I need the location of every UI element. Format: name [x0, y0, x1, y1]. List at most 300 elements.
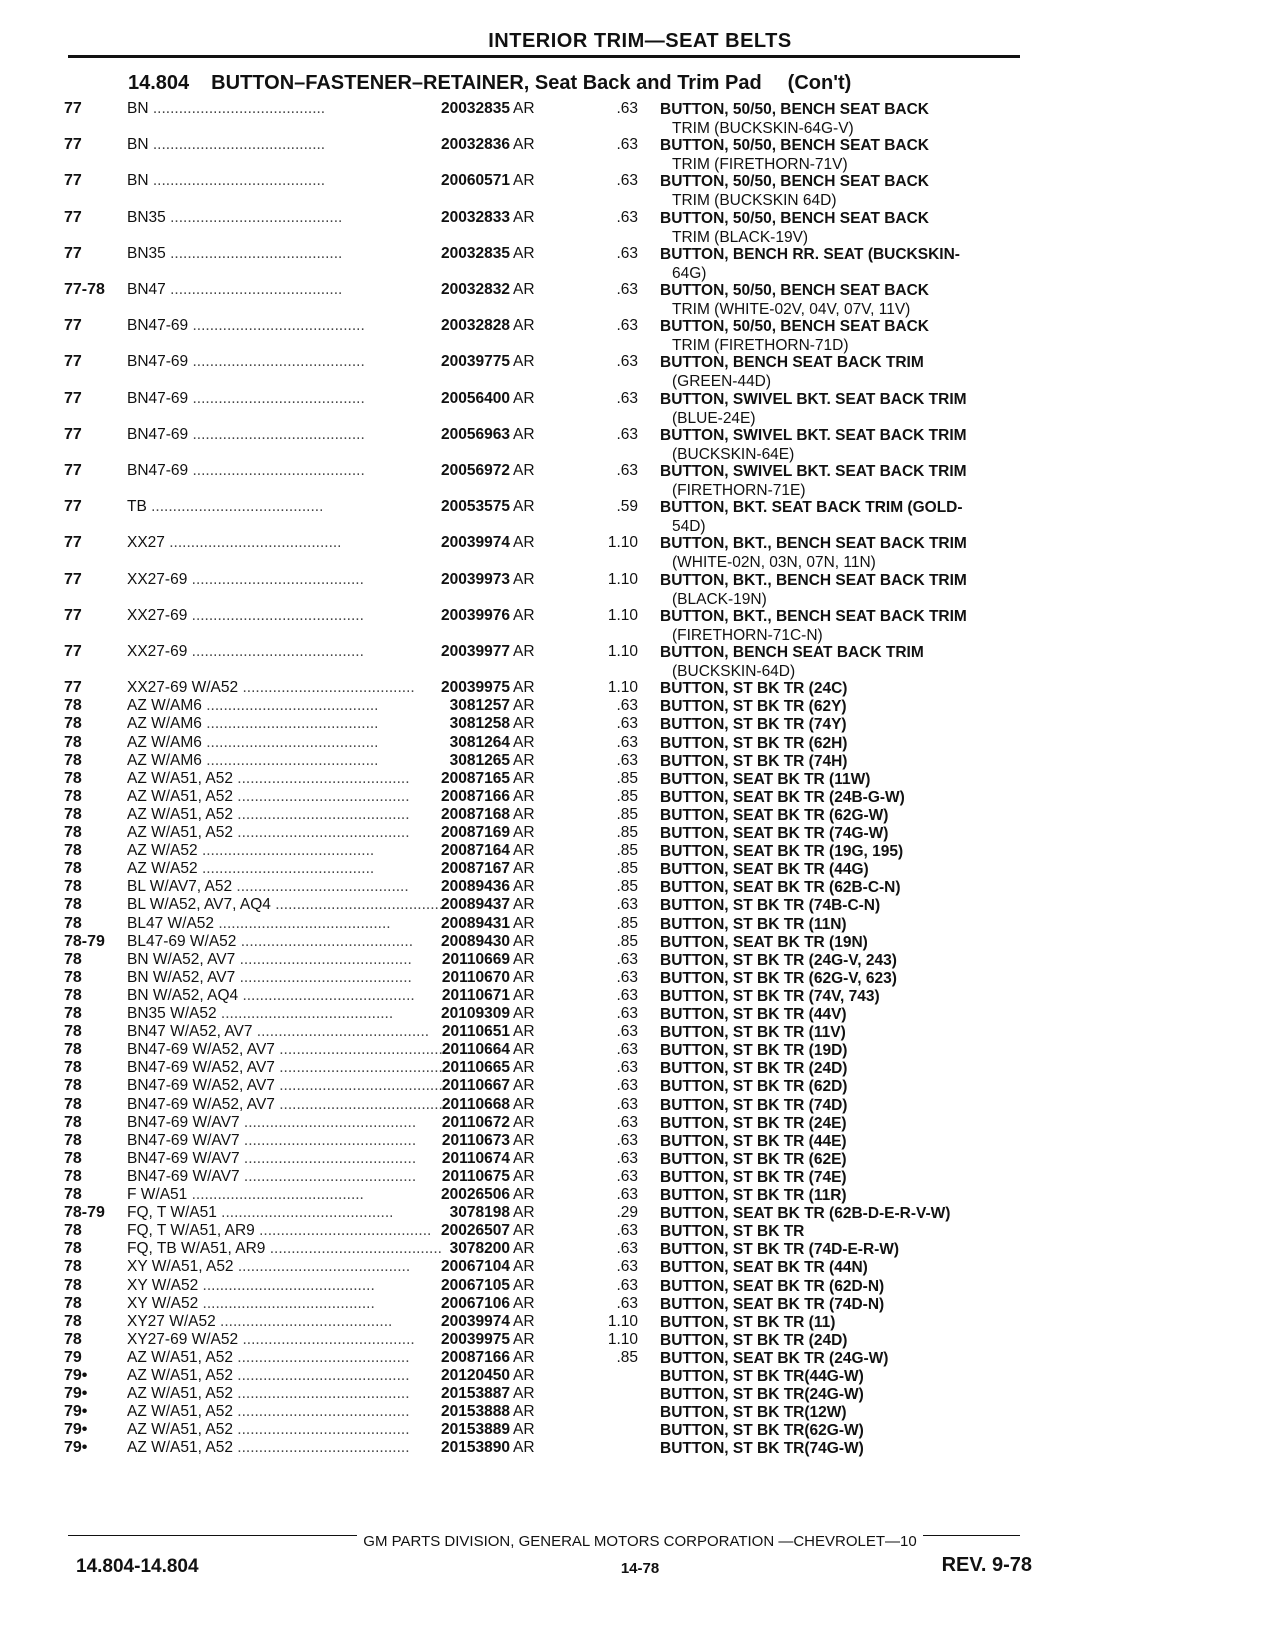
description-line-1: BUTTON, 50/50, BENCH SEAT BACK [660, 173, 929, 191]
footer-page-number: 14-78 [620, 1560, 660, 1577]
quantity: AR [513, 317, 535, 335]
model-code: AZ W/A51, A52 [127, 1439, 233, 1457]
model-code: XX27-69 [127, 606, 188, 624]
model-cell [127, 1167, 417, 1186]
part-number: 20039974 [441, 1312, 510, 1330]
part-number: 20067105 [441, 1276, 510, 1294]
description [660, 715, 1030, 734]
quantity: AR [513, 172, 535, 190]
part-number: 20039973 [441, 570, 510, 588]
quantity: AR [513, 1005, 535, 1022]
illustration-number: 78 [64, 878, 82, 896]
leader-dots: ........................................ [187, 570, 364, 588]
leader-dots: ........................................ [188, 425, 365, 443]
description [660, 806, 1030, 825]
quantity: AR [513, 950, 535, 968]
header-rule [68, 55, 1020, 58]
price: .85 [616, 769, 638, 787]
quantity: AR [513, 389, 535, 407]
description-line-1: BUTTON, ST BK TR (74Y) [660, 716, 847, 734]
model-cell [127, 1367, 410, 1385]
section-name: BUTTON–FASTENER–RETAINER, Seat Back and Trim Pad [211, 72, 762, 94]
quantity: AR [513, 1276, 535, 1294]
illustration-number: 77 [64, 498, 82, 516]
model-cell [127, 1023, 430, 1041]
leader-dots: ........................................ [232, 1403, 410, 1421]
description-line-1: BUTTON, ST BK TR (24D) [660, 1060, 848, 1078]
leader-dots: ........................................ [274, 1059, 452, 1077]
model-cell [127, 860, 407, 878]
leader-dots: ........................................ [198, 1276, 375, 1294]
description-line-2: (BLUE-24E) [672, 409, 756, 427]
model-code: AZ W/A51, A52 [127, 824, 233, 841]
quantity: AR [513, 733, 535, 751]
part-number: 20053575 [441, 498, 510, 516]
leader-dots: ........................................ [252, 1023, 430, 1041]
model-code: BN47 W/A52, AV7 [127, 1023, 253, 1041]
illustration-number: 77 [64, 462, 82, 479]
model-cell [127, 1041, 452, 1059]
illustration-number: 78 [64, 1276, 82, 1294]
price: .85 [616, 878, 638, 896]
part-number: 20067106 [441, 1294, 510, 1312]
leader-dots: ........................................ [238, 986, 415, 1004]
model-code: AZ W/A51, A52 [127, 1367, 233, 1384]
quantity: AR [513, 932, 535, 950]
price: .63 [616, 1149, 638, 1167]
price: .85 [616, 860, 638, 878]
part-number: 20032833 [441, 208, 510, 226]
model-code: FQ, TB W/A51, AR9 [127, 1240, 266, 1258]
footer-revision: REV. 9-78 [941, 1554, 1032, 1576]
model-cell [127, 1059, 452, 1077]
part-number: 20089437 [441, 896, 510, 914]
leader-dots: ........................................ [232, 805, 410, 823]
description [660, 643, 1030, 681]
illustration-number: 77 [64, 679, 82, 697]
description [660, 842, 1030, 861]
quantity: AR [513, 136, 535, 154]
description-line-1: BUTTON, SWIVEL BKT. SEAT BACK TRIM [660, 463, 967, 480]
model-cell [127, 498, 407, 516]
description-line-1: BUTTON, ST BK TR (74B-C-N) [660, 897, 881, 915]
illustration-number: 78 [64, 1186, 82, 1203]
illustration-number: 77 [64, 389, 82, 407]
leader-dots: ........................................ [238, 1330, 415, 1348]
illustration-number: 79• [64, 1421, 88, 1439]
model-cell [127, 353, 407, 371]
model-cell [127, 1222, 432, 1240]
model-code: BL47 W/A52 [127, 914, 215, 932]
page-title: INTERIOR TRIM—SEAT BELTS [488, 30, 792, 52]
model-cell [127, 1295, 407, 1313]
leader-dots: ........................................ [239, 1149, 417, 1167]
model-cell [127, 1348, 410, 1367]
illustration-number: 78 [64, 805, 82, 823]
part-number: 20110665 [441, 1059, 510, 1077]
section-continued: (Con't) [787, 72, 852, 94]
leader-dots: ........................................ [232, 1421, 410, 1439]
illustration-number: 77 [64, 100, 82, 117]
description [660, 172, 1030, 210]
quantity: AR [513, 1059, 535, 1077]
description-line-1: BUTTON, ST BK TR (62D) [660, 1078, 848, 1096]
leader-dots: ........................................ [232, 1348, 410, 1366]
description [660, 1222, 1030, 1241]
model-code: BN47-69 W/A52, AV7 [127, 1059, 275, 1077]
quantity: AR [513, 643, 535, 660]
model-cell [127, 787, 410, 806]
part-number: 20032836 [441, 136, 510, 154]
model-code: TB [127, 498, 147, 516]
quantity: AR [513, 751, 535, 769]
model-code: XY W/A51, A52 [127, 1258, 234, 1276]
description-line-1: BUTTON, ST BK TR(44G-W) [660, 1368, 864, 1385]
illustration-number: 79• [64, 1367, 88, 1384]
model-cell [127, 1005, 407, 1023]
model-cell [127, 390, 407, 408]
quantity: AR [513, 824, 535, 841]
quantity: AR [513, 1186, 535, 1203]
description-line-1: BUTTON, BENCH RR. SEAT (BUCKSKIN- [660, 245, 960, 263]
illustration-number: 78 [64, 1095, 82, 1113]
quantity: AR [513, 679, 535, 697]
illustration-number: 78 [64, 733, 82, 751]
leader-dots: ........................................ [201, 733, 379, 751]
price: .63 [616, 1131, 638, 1149]
model-code: XX27-69 [127, 570, 188, 588]
description [660, 1331, 1030, 1350]
description-line-1: BUTTON, 50/50, BENCH SEAT BACK [660, 209, 929, 227]
description [660, 1077, 1030, 1096]
quantity: AR [513, 878, 535, 896]
leader-dots: ........................................ [236, 932, 413, 950]
description-line-1: BUTTON, ST BK TR (62Y) [660, 698, 847, 716]
part-number: 20110664 [441, 1041, 510, 1059]
description-line-1: BUTTON, ST BK TR (11V) [660, 1024, 846, 1042]
model-code: BN47-69 [127, 462, 189, 479]
price: .85 [616, 1348, 638, 1366]
description-line-1: BUTTON, SEAT BK TR (44N) [660, 1259, 868, 1277]
part-number: 20089436 [441, 878, 510, 896]
illustration-number: 78-79 [64, 1204, 105, 1222]
description [660, 1005, 1030, 1024]
model-cell [127, 426, 407, 444]
description-line-1: BUTTON, ST BK TR (11R) [660, 1187, 847, 1204]
model-cell [127, 1204, 407, 1222]
quantity: AR [513, 353, 535, 371]
part-number: 3078200 [449, 1240, 510, 1258]
model-cell [127, 100, 407, 118]
model-cell [127, 752, 407, 770]
leader-dots: ........................................ [274, 1095, 452, 1113]
illustration-number: 78 [64, 1005, 82, 1022]
quantity: AR [513, 606, 535, 624]
model-code: BN [127, 100, 149, 117]
quantity: AR [513, 1041, 535, 1059]
part-number: 20087166 [441, 787, 510, 805]
description-line-1: BUTTON, SEAT BK TR (62B-C-N) [660, 879, 901, 897]
description-line-1: BUTTON, ST BK TR (24C) [660, 680, 848, 698]
illustration-number: 78-79 [64, 932, 105, 950]
leader-dots: ........................................ [215, 1312, 393, 1330]
quantity: AR [513, 697, 535, 715]
leader-dots: ........................................ [232, 1385, 410, 1403]
model-cell [127, 697, 407, 715]
illustration-number: 78 [64, 842, 82, 860]
description [660, 1421, 1030, 1440]
description-line-2: (FIRETHORN-71C-N) [672, 626, 823, 644]
model-code: BN47-69 W/A52, AV7 [127, 1077, 275, 1095]
part-number: 20087169 [441, 824, 510, 841]
leader-dots: ........................................ [239, 1167, 417, 1185]
illustration-number: 79• [64, 1385, 88, 1403]
model-cell [127, 607, 407, 625]
price: .63 [616, 1059, 638, 1077]
description [660, 1114, 1030, 1133]
part-number: 20153890 [441, 1439, 510, 1457]
part-number: 20039977 [441, 643, 510, 660]
description-line-1: BUTTON, ST BK TR (19D) [660, 1042, 848, 1060]
model-cell [127, 1403, 410, 1421]
description-line-1: BUTTON, ST BK TR (24G-V, 243) [660, 951, 897, 969]
leader-dots: ........................................ [239, 1113, 417, 1131]
description [660, 679, 1030, 698]
illustration-number: 78 [64, 1023, 82, 1041]
description-line-1: BUTTON, BENCH SEAT BACK TRIM [660, 354, 924, 372]
price: .63 [616, 1276, 638, 1294]
description-line-2: 54D) [672, 518, 706, 536]
part-number: 3081257 [449, 697, 510, 715]
leader-dots: ........................................ [239, 1131, 417, 1149]
description-line-1: BUTTON, 50/50, BENCH SEAT BACK [660, 282, 929, 299]
leader-dots: ........................................ [214, 914, 391, 932]
leader-dots: ........................................ [233, 1258, 411, 1276]
description-line-2: TRIM (FIRETHORN-71V) [672, 156, 848, 174]
leader-dots: ........................................ [232, 824, 410, 841]
part-number: 20110668 [441, 1095, 510, 1113]
leader-dots: ........................................ [201, 715, 379, 733]
model-code: AZ W/A52 [127, 860, 198, 878]
model-cell [127, 679, 415, 697]
leader-dots: ........................................ [188, 462, 365, 479]
illustration-number: 77 [64, 208, 82, 226]
model-cell [127, 1258, 411, 1276]
illustration-number: 78 [64, 968, 82, 986]
price: .85 [616, 932, 638, 950]
price: .63 [616, 281, 638, 298]
model-code: AZ W/A51, A52 [127, 1385, 233, 1403]
model-cell [127, 950, 412, 969]
description [660, 860, 1030, 879]
illustration-number: 77 [64, 172, 82, 190]
leader-dots: ........................................ [148, 136, 326, 154]
price: .63 [616, 425, 638, 443]
description [660, 1403, 1030, 1422]
part-number: 20026507 [441, 1222, 510, 1240]
description [660, 788, 1030, 807]
description [660, 1367, 1030, 1386]
price: .63 [616, 244, 638, 262]
price: .85 [616, 914, 638, 932]
description-line-2: (GREEN-44D) [672, 373, 772, 391]
illustration-number: 77 [64, 643, 82, 660]
description [660, 1295, 1030, 1314]
model-code: BL47-69 W/A52 [127, 932, 237, 950]
price: .63 [616, 968, 638, 986]
price: 1.10 [607, 534, 638, 552]
leader-dots: ........................................ [188, 389, 365, 407]
model-cell [127, 643, 407, 661]
model-cell [127, 1186, 407, 1204]
quantity: AR [513, 986, 535, 1004]
price: .63 [616, 389, 638, 407]
price: .63 [616, 715, 638, 733]
leader-dots: ........................................ [232, 1367, 410, 1384]
part-number: 3081258 [449, 715, 510, 733]
quantity: AR [513, 1222, 535, 1240]
description [660, 933, 1030, 952]
description [660, 1023, 1030, 1042]
leader-dots: ........................................ [187, 1186, 364, 1203]
illustration-number: 78 [64, 1059, 82, 1077]
model-cell [127, 1095, 452, 1114]
leader-dots: ........................................ [232, 1439, 410, 1457]
model-code: BN47-69 [127, 425, 189, 443]
model-code: XY W/A52 [127, 1276, 199, 1294]
price: .63 [616, 1186, 638, 1203]
description [660, 1240, 1030, 1259]
price: .63 [616, 1294, 638, 1312]
illustration-number: 77 [64, 570, 82, 588]
model-cell [127, 1077, 452, 1095]
quantity: AR [513, 570, 535, 588]
illustration-number: 78 [64, 986, 82, 1004]
quantity: AR [513, 1439, 535, 1457]
description-line-1: BUTTON, ST BK TR(24G-W) [660, 1386, 864, 1404]
model-cell [127, 715, 407, 733]
model-code: BN35 [127, 244, 166, 262]
price: 1.10 [607, 1330, 638, 1348]
model-code: BN47 [127, 281, 166, 298]
price: .63 [616, 1240, 638, 1258]
illustration-number: 77 [64, 534, 82, 552]
part-number: 20110675 [441, 1167, 510, 1185]
model-cell [127, 932, 413, 951]
price: .63 [616, 1023, 638, 1041]
description-line-1: BUTTON, BKT. SEAT BACK TRIM (GOLD- [660, 499, 963, 517]
quantity: AR [513, 1403, 535, 1421]
price: .85 [616, 842, 638, 860]
model-code: BN47-69 [127, 353, 189, 371]
description-line-1: BUTTON, ST BK TR (44E) [660, 1132, 847, 1150]
illustration-number: 78 [64, 1041, 82, 1059]
price: .63 [616, 353, 638, 371]
description [660, 915, 1030, 934]
leader-dots: ........................................ [165, 281, 343, 298]
description-line-1: BUTTON, ST BK TR (62E) [660, 1150, 847, 1168]
illustration-number: 77 [64, 425, 82, 443]
quantity: AR [513, 842, 535, 860]
leader-dots: ........................................ [201, 697, 379, 715]
description-line-1: BUTTON, ST BK TR (11) [660, 1313, 836, 1331]
description-line-1: BUTTON, BKT., BENCH SEAT BACK TRIM [660, 571, 967, 589]
illustration-number: 78 [64, 1222, 82, 1240]
description-line-2: (BUCKSKIN-64E) [672, 445, 795, 463]
price: .63 [616, 1005, 638, 1022]
leader-dots: ........................................ [148, 100, 326, 117]
leader-dots: ........................................ [197, 842, 375, 860]
illustration-number: 79• [64, 1439, 88, 1457]
description-line-1: BUTTON, SEAT BK TR (11W) [660, 770, 871, 788]
model-code: AZ W/A51, A52 [127, 787, 233, 805]
illustration-number: 78 [64, 914, 82, 932]
description [660, 770, 1030, 789]
quantity: AR [513, 462, 535, 479]
illustration-number: 79• [64, 1403, 88, 1421]
quantity: AR [513, 1258, 535, 1276]
leader-dots: ........................................ [201, 751, 379, 769]
model-code: XY W/A52 [127, 1294, 199, 1312]
model-cell [127, 824, 410, 842]
price: .85 [616, 805, 638, 823]
description [660, 353, 1030, 391]
quantity: AR [513, 208, 535, 226]
model-code: XX27-69 W/A52 [127, 679, 239, 697]
part-number: 20056400 [441, 389, 510, 407]
part-number: 20120450 [441, 1367, 510, 1384]
quantity: AR [513, 805, 535, 823]
quantity: AR [513, 1240, 535, 1258]
description-line-1: BUTTON, ST BK TR(62G-W) [660, 1422, 864, 1440]
model-cell [127, 1330, 415, 1349]
illustration-number: 78 [64, 1113, 82, 1131]
leader-dots: ........................................ [165, 244, 343, 262]
part-number: 20110651 [441, 1023, 510, 1041]
footer-publisher-text: GM PARTS DIVISION, GENERAL MOTORS CORPORATION —CHEVROLET—10 [357, 1533, 922, 1550]
price: .63 [616, 733, 638, 751]
description-line-2: (BUCKSKIN-64D) [672, 663, 796, 680]
model-cell [127, 915, 407, 933]
leader-dots: ........................................ [235, 968, 412, 986]
description-line-1: BUTTON, SEAT BK TR (62G-W) [660, 806, 889, 824]
part-number: 20089431 [441, 914, 510, 932]
description-line-2: 64G) [672, 264, 707, 282]
leader-dots: ........................................ [164, 534, 342, 552]
model-code: BN [127, 172, 149, 190]
description [660, 136, 1030, 174]
description [660, 1132, 1030, 1151]
part-number: 20039976 [441, 606, 510, 624]
leader-dots: ........................................ [232, 769, 410, 787]
leader-dots: ........................................ [165, 208, 343, 226]
part-number: 20032835 [441, 244, 510, 262]
leader-dots: ........................................ [270, 896, 448, 914]
illustration-number: 77 [64, 244, 82, 262]
model-cell [127, 1240, 442, 1258]
description-line-1: BUTTON, BKT., BENCH SEAT BACK TRIM [660, 535, 967, 553]
part-number: 20110673 [441, 1131, 510, 1149]
description [660, 1385, 1030, 1404]
quantity: AR [513, 425, 535, 443]
description-line-1: BUTTON, ST BK TR [660, 1223, 805, 1241]
price: .63 [616, 208, 638, 226]
illustration-number: 77-78 [64, 281, 105, 298]
quantity: AR [513, 1348, 535, 1366]
model-code: AZ W/A51, A52 [127, 1348, 233, 1366]
description [660, 1204, 1030, 1223]
description-line-1: BUTTON, ST BK TR (44V) [660, 1006, 847, 1023]
